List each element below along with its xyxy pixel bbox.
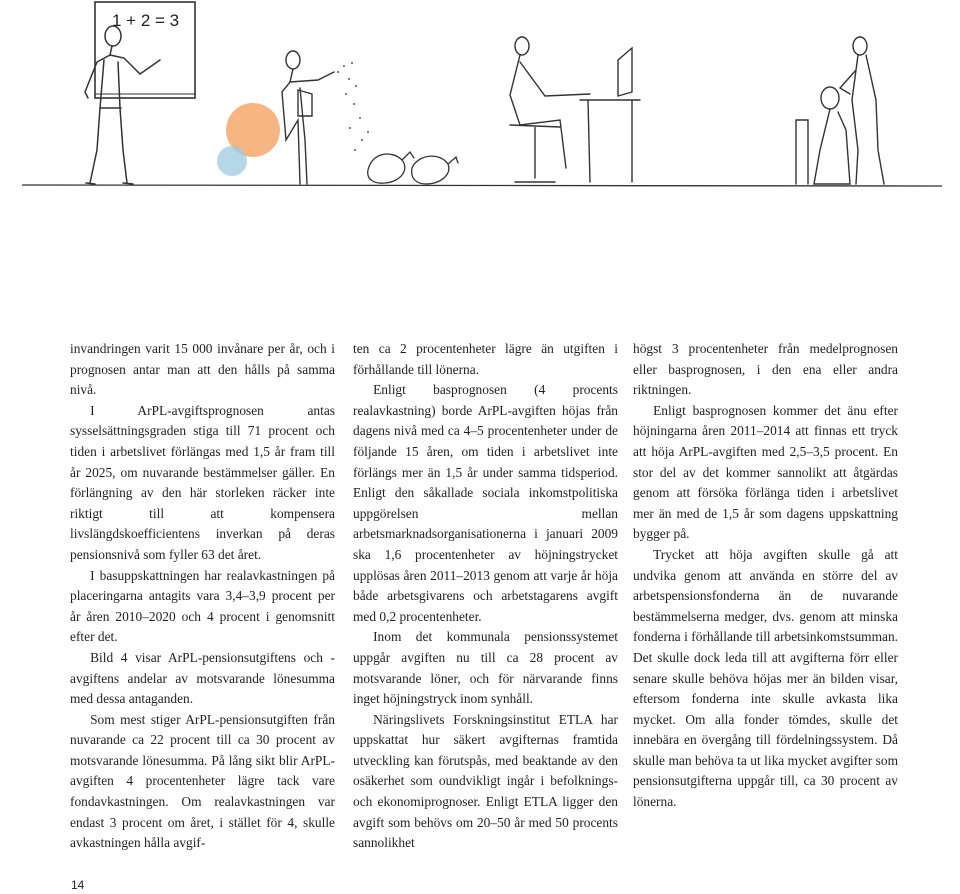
hens xyxy=(368,152,458,184)
paragraph: Bild 4 visar ArPL-pensionsutgiftens och -avgiftens andelar av motsvarande lönesumma med dessa antaganden. xyxy=(70,649,335,707)
text-column-2 xyxy=(353,339,618,854)
paragraph: Som mest stiger ArPL-pensionsutgiften från nuvarande ca 22 procent till ca 30 procent av motsvarande lönesumma. På lång sikt blir ArPL-avgiften 4 procentenheter lägre tack vare fondavkastningen. Om realavkastningen var endast 3 procent om året, i stället för 4, skulle avkastningen hålla avgif- xyxy=(70,711,335,851)
text-column-3 xyxy=(633,339,898,813)
paragraph: Trycket att höja avgiften skulle gå att undvika genom att använda en större del av arbetspensionsfonderna än de nuvarande bestämmelserna medger, dvs. genom att minska fonderna i förhållande till arbetsinkomstsumman. Det skulle dock leda till att avgifterna förr eller senare skulle behöva höjas mer än bilden visar, eftersom fonderna inte skulle avkasta lika mycket. Om alla fonder tömdes, skulle det innebära en övergång till fördelningssystem. Då skulle man behöva ta ut lika mycket avgifter som pensionsutgifterna uppgår till, ca 30 procent av lönerna. xyxy=(633,546,898,810)
page-number: 14 xyxy=(71,878,85,892)
paragraph: I basuppskattningen har realavkastningen på placeringarna antagits vara 3,4–3,9 procent per år åren 2010–2020 och 4 procent i genomsnitt efter det. xyxy=(70,567,335,645)
floor-line xyxy=(22,185,942,186)
paragraph: Inom det kommunala pensionssystemet uppgår avgiften nu till ca 28 procent av motsvarande löner, och för närvarande finns inget höjningstryck inom synhåll. xyxy=(353,629,618,707)
paragraph: Enligt basprognosen (4 procents realavkastning) borde ArPL-avgiften höjas från dagens nivå med ca 4–5 procentenheter under de följande 15 åren, om tiden i arbetslivet inte förlängs mer än 1,5 år under samma tidsperiod. Enligt den såkallade sociala inkomstpolitiska uppgörelsen mellan arbetsmarknadsorganisationerna i januari 2009 ska 1,6 procentenheter av höjningstrycket upplösas åren 2011–2013 genom att varje år höja både arbetsgivarens och arbetstagarens avgift med 0,2 procentenheter. xyxy=(353,382,618,624)
woman-figure xyxy=(282,51,334,184)
hairdresser-figures xyxy=(796,37,884,184)
blackboard-equation: 1 + 2 = 3 xyxy=(112,11,180,30)
paragraph: invandringen varit 15 000 invånare per år, och i prognosen antar man att den hålls på samma nivå. xyxy=(70,341,335,398)
paragraph: Enligt basprognosen kommer det änu efter höjningarna åren 2011–2014 att finnas ett tryck att höja ArPL-avgiften med 2,5–3,5 procent. En stor del av det kommer sannolikt att åtgärdas genom att försöka förlänga tiden i arbetslivet mer än med de 1,5 år som dagens uppskattning bygger på. xyxy=(633,402,898,542)
paragraph: Näringslivets Forskningsinstitut ETLA har uppskattat hur säkert avgifternas framtida utveckling kan förutspås, med beaktande av den osäkerhet som oundvikligt ingår i befolknings- och ekonomiprognoser. Enligt ETLA ligger den avgift som behövs om 20–50 år med 50 procents sannolikhet xyxy=(353,711,618,851)
seed-dots xyxy=(337,62,369,151)
desk-worker xyxy=(510,37,640,182)
blackboard xyxy=(95,2,195,98)
text-column-1 xyxy=(70,339,335,854)
paragraph: högst 3 procentenheter från medelprognosen eller basprognosen, i den ena eller andra riktningen. xyxy=(633,341,898,398)
paragraph: ten ca 2 procentenheter lägre än utgiften i förhållande till lönerna. xyxy=(353,341,618,377)
paragraph: I ArPL-avgiftsprognosen antas sysselsättningsgraden stiga till 71 procent och tiden i arbetslivet förlängas med 1,5 år fram till år 2025, om nuvarande bestämmelser gäller. En förlängning av den här storleken räcker inte riktigt till att kompensera livslängdskoefficientens inverkan på deras pensionsnivå som fyller 63 det året. xyxy=(70,402,335,562)
teacher-figure xyxy=(85,26,160,184)
header-illustration xyxy=(0,0,960,200)
blue-circle xyxy=(217,146,247,176)
